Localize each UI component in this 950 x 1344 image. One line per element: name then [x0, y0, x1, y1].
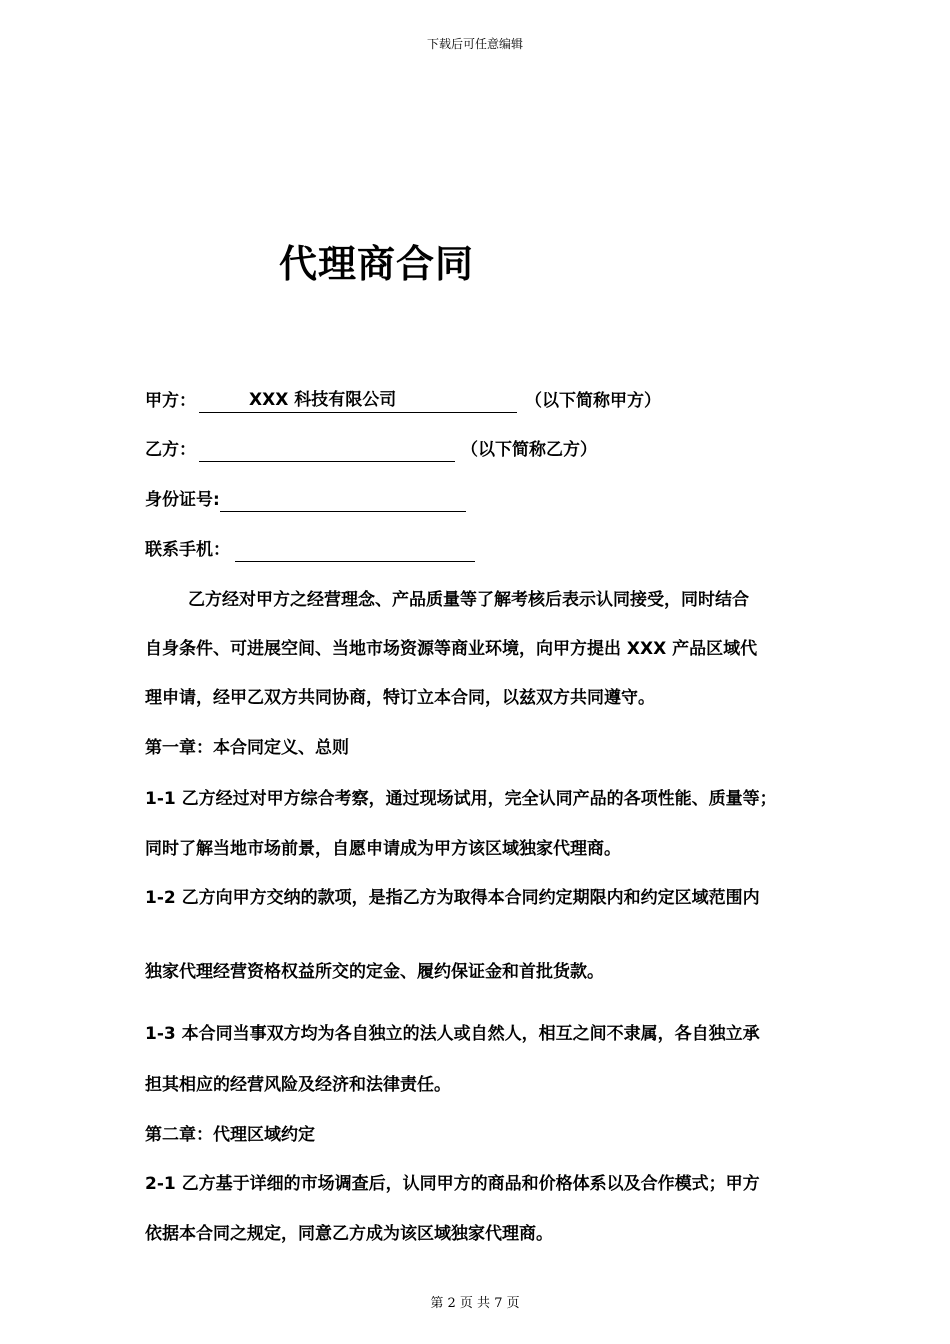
- clause-1-2-line-2: 独家代理经营资格权益所交的定金、履约保证金和首批货款。: [145, 962, 604, 982]
- header-note: 下载后可任意编辑: [426, 37, 523, 51]
- clause-1-1-line-2: 同时了解当地市场前景，自愿申请成为甲方该区域独家代理商。: [145, 839, 621, 859]
- id-number-row: [145, 488, 466, 512]
- page-number: 第 2 页 共 7 页: [430, 1296, 520, 1311]
- intro-line-1: 乙方经对甲方之经营理念、产品质量等了解考核后表示认同接受，同时结合: [188, 590, 749, 610]
- party-a-label: 甲方：: [145, 391, 196, 411]
- party-b-field: [199, 440, 455, 462]
- document-title: 代理商合同: [279, 242, 475, 286]
- party-a-row: [145, 388, 661, 413]
- party-b-suffix: （以下简称乙方）: [461, 440, 597, 460]
- party-a-suffix: （以下简称甲方）: [525, 391, 661, 411]
- clause-2-1-line-1: 2-1 乙方基于详细的市场调查后，认同甲方的商品和价格体系以及合作模式；甲方: [145, 1174, 760, 1194]
- party-b-row: [145, 438, 597, 462]
- id-number-label: 身份证号:: [145, 490, 220, 510]
- intro-line-3: 理申请，经甲乙双方共同协商，特订立本合同，以兹双方共同遵守。: [145, 688, 655, 708]
- chapter-1-heading: 第一章：本合同定义、总则: [145, 738, 349, 758]
- party-b-label: 乙方：: [145, 440, 196, 460]
- id-number-field: [220, 490, 466, 512]
- phone-row: [145, 538, 475, 562]
- phone-field: [235, 540, 475, 562]
- chapter-2-heading: 第二章：代理区域约定: [145, 1125, 315, 1145]
- clause-1-3-line-2: 担其相应的经营风险及经济和法律责任。: [145, 1075, 451, 1095]
- clause-1-3-line-1: 1-3 本合同当事双方均为各自独立的法人或自然人，相互之间不隶属，各自独立承: [145, 1024, 760, 1044]
- clause-1-1-line-1: 1-1 乙方经过对甲方综合考察，通过现场试用，完全认同产品的各项性能、质量等；: [145, 789, 777, 809]
- party-a-field: [199, 388, 517, 413]
- clause-1-2-line-1: 1-2 乙方向甲方交纳的款项，是指乙方为取得本合同约定期限内和约定区域范围内: [145, 888, 760, 908]
- party-a-value: XXX 科技有限公司: [249, 390, 397, 410]
- clause-2-1-line-2: 依据本合同之规定，同意乙方成为该区域独家代理商。: [145, 1224, 553, 1244]
- intro-line-2: 自身条件、可进展空间、当地市场资源等商业环境，向甲方提出 XXX 产品区域代: [145, 639, 758, 659]
- phone-label: 联系手机：: [145, 540, 230, 560]
